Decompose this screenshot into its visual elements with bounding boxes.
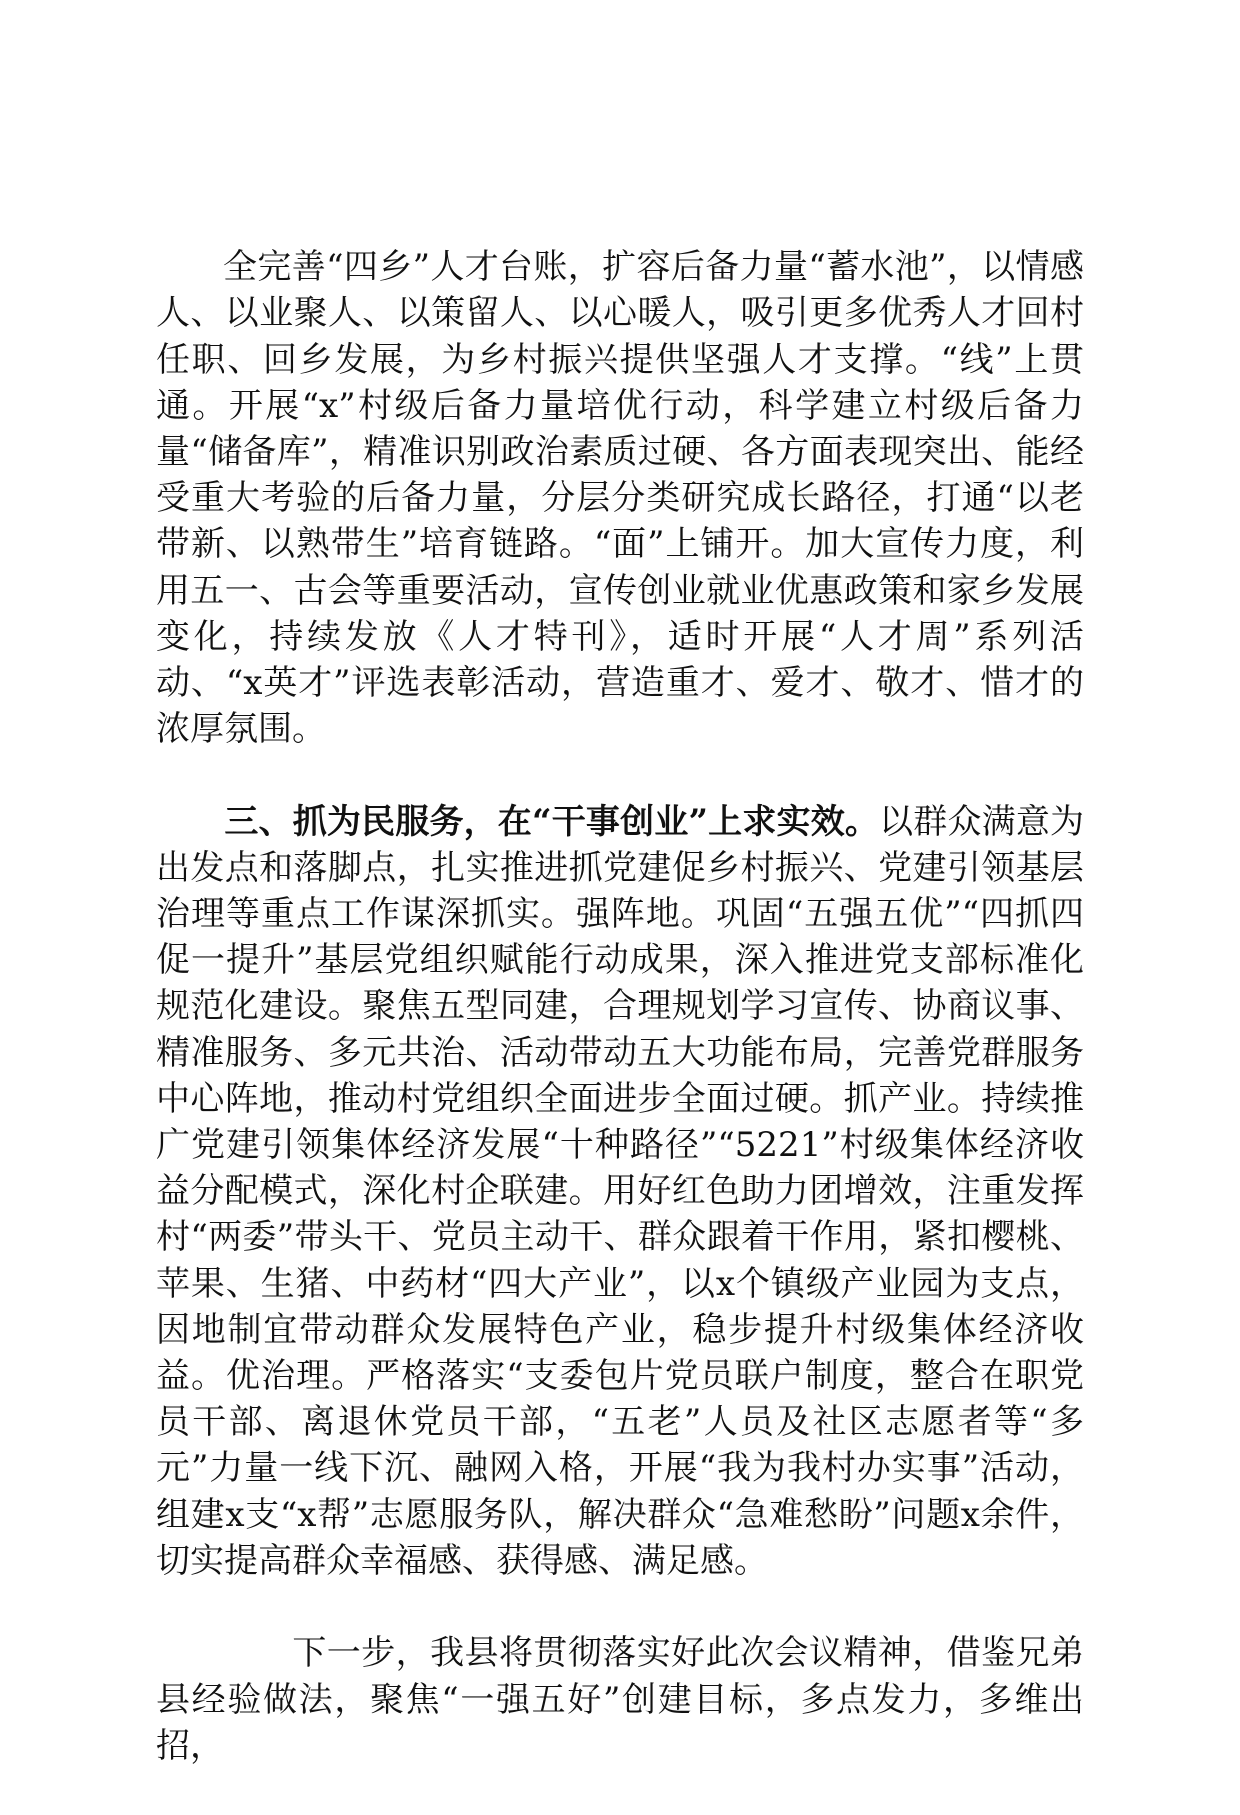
section-three-body: 以群众满意为出发点和落脚点，扎实推进抓党建促乡村振兴、党建引领基层治理等重点工作谋深抓实。强阵地。巩固“五强五优”“四抓四促一提升”基层党组织赋能行动成果，深入推进党支部标准化规范化建设。聚焦五型同建，合理规划学习宣传、协商议事、精准服务、多元共治、活动带动五大功能布局，完善党群服务中心阵地，推动村党组织全面进步全面过硬。抓产业。持续推广党建引领集体经济发展“十种路径”“5221”村级集体经济收益分配模式，深化村企联建。用好红色助力团增效，注重发挥村“两委”带头干、党员主动干、群众跟着干作用，紧扣樱桃、苹果、生猪、中药材“四大产业”，以x个镇级产业园为支点，因地制宜带动群众发展特色产业，稳步提升村级集体经济收益。优治理。严格落实“支委包片党员联户制度，整合在职党员干部、离退休党员干部，“五老”人员及社区志愿者等“多元”力量一线下沉、融网入格，开展“我为我村办实事”活动，组建x支“x帮”志愿服务队，解决群众“急难愁盼”问题x余件，切实提高群众幸福感、获得感、满足感。: [156, 801, 1084, 1581]
next-step-text: 下一步，我县将贯彻落实好此次会议精神，借鉴兄弟县经验做法，聚焦“一强五好”创建目标，多点发力，多维出招，: [156, 1633, 1084, 1766]
paragraph-continuation: [156, 198, 1084, 799]
section-three-heading: 三、抓为民服务，在“干事创业”上求实效。: [156, 801, 880, 842]
paragraph-continuation-text: 全完善“四乡”人才台账，扩容后备力量“蓄水池”，以情感人、以业聚人、以策留人、以心暖人，吸引更多优秀人才回村任职、回乡发展，为乡村振兴提供坚强人才支撑。“线”上贯通。开展“x”村级后备力量培优行动，科学建立村级后备力量“储备库”，精准识别政治素质过硬、各方面表现突出、能经受重大考验的后备力量，分层分类研究成长路径，打通“以老带新、以熟带生”培育链路。“面”上铺开。加大宣传力度，利用五一、古会等重要活动，宣传创业就业优惠政策和家乡发展变化，持续发放《人才特刊》，适时开展“人才周”系列活动、“x英才”评选表彰活动，营造重才、爱才、敬才、惜才的浓厚氛围。: [156, 247, 1084, 750]
next-step-paragraph: [156, 1584, 1084, 1815]
section-three-paragraph: [156, 799, 1084, 1584]
document-body: [156, 198, 1084, 1815]
